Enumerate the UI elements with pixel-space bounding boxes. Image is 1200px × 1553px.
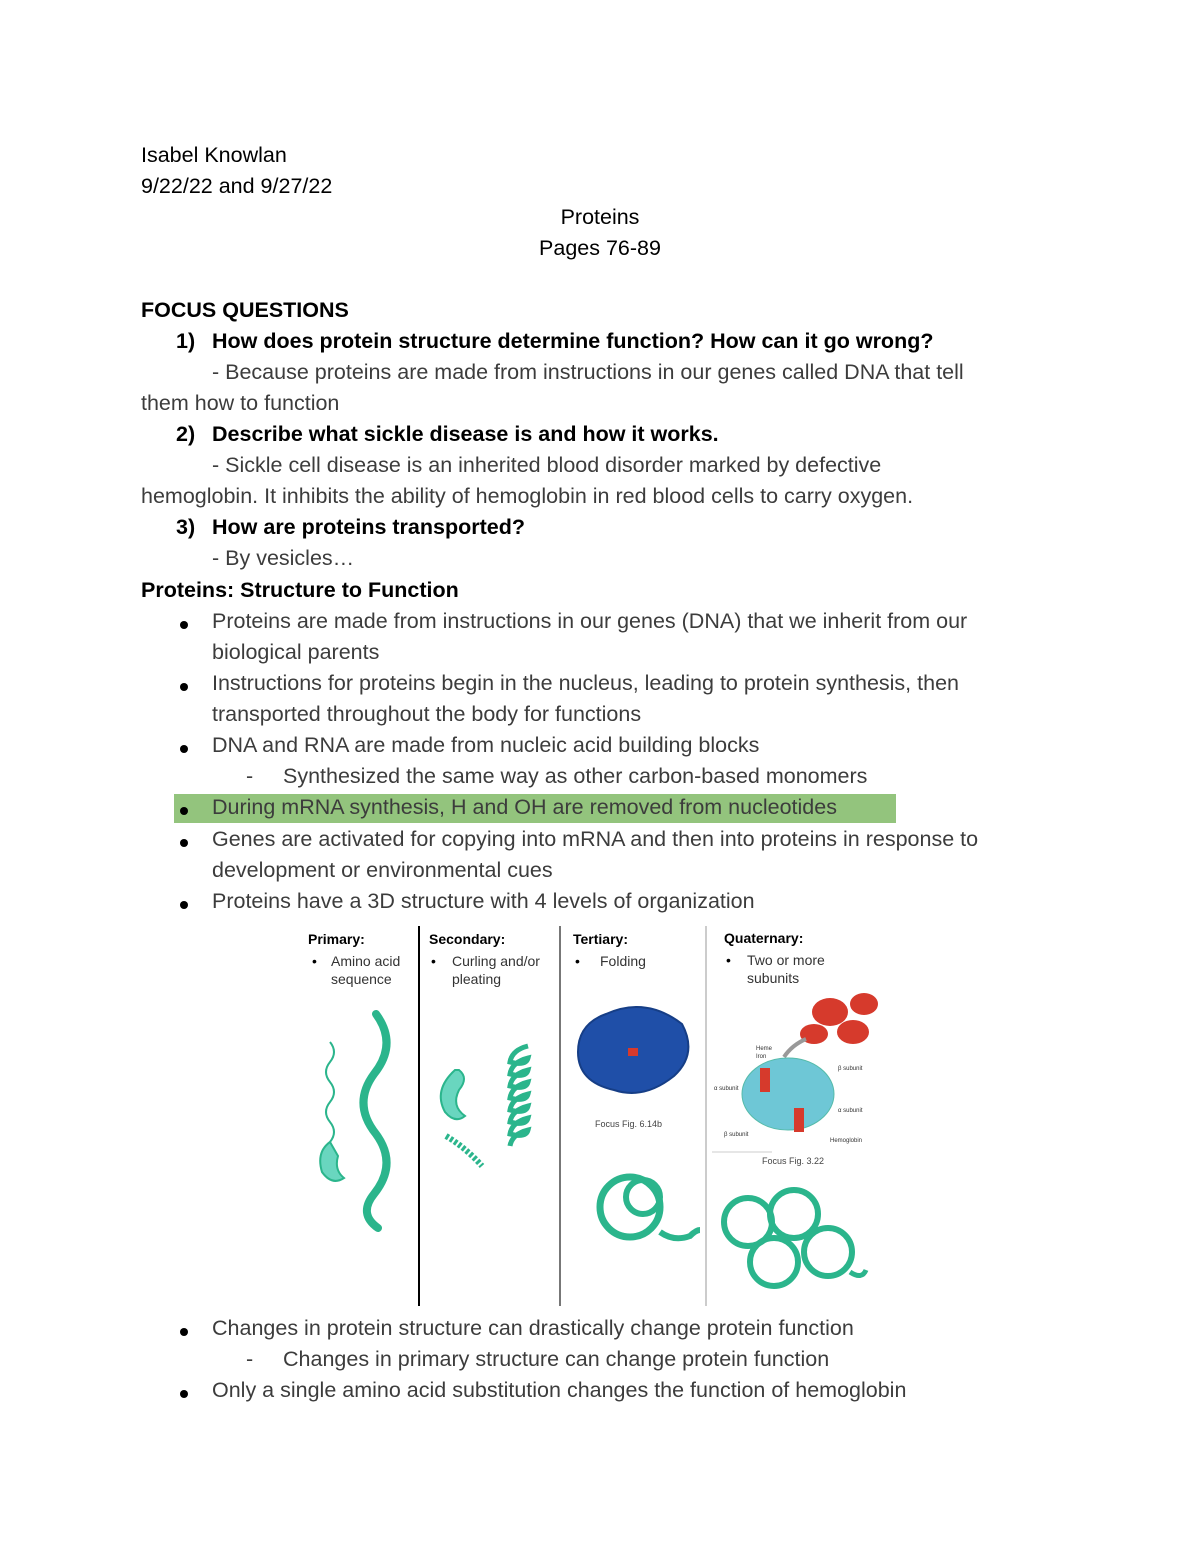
bullet-text: Genes are activated for copying into mRNA and then into proteins in response to	[212, 827, 979, 851]
date: 9/22/22 and 9/27/22	[141, 174, 333, 198]
amino-acid-chain	[326, 1042, 334, 1142]
red-blood-cell	[850, 993, 878, 1015]
bullet-text: Only a single amino acid substitution changes the function of hemoglobin	[212, 1378, 907, 1402]
bullet-icon	[180, 901, 188, 909]
question-text: How does protein structure determine function? How can it go wrong?	[212, 329, 934, 353]
section-heading: Proteins: Structure to Function	[141, 578, 459, 602]
bullet-icon	[180, 1390, 188, 1398]
highlighted-bullet-text: During mRNA synthesis, H and OH are removed from nucleotides	[212, 795, 837, 819]
question-number: 2)	[176, 422, 196, 446]
question-text: Describe what sickle disease is and how it works.	[212, 422, 719, 446]
subunit-tangle	[804, 1228, 852, 1276]
active-site-marker	[628, 1048, 638, 1056]
panel-item: pleating	[452, 971, 502, 987]
protein-structure-figure	[298, 922, 884, 1306]
bullet-text: DNA and RNA are made from nucleic acid building blocks	[212, 733, 760, 757]
alpha-helix	[510, 1046, 528, 1146]
answer-text: - Sickle cell disease is an inherited blood disorder marked by defective	[212, 453, 882, 477]
bullet-icon	[180, 745, 188, 753]
panel-item: Amino acid	[331, 953, 401, 969]
tangle-tail	[660, 1230, 700, 1238]
bullet-icon	[180, 807, 188, 815]
bullet-text: transported throughout the body for functions	[212, 702, 642, 726]
hemoglobin-label: Heme	[756, 1046, 773, 1052]
heme-group	[760, 1068, 770, 1092]
panel-title: Quaternary:	[724, 930, 804, 946]
hemoglobin-label: α subunit	[714, 1086, 739, 1092]
dash-icon: -	[246, 764, 254, 788]
red-blood-cell	[812, 998, 848, 1026]
dash-icon: -	[246, 1347, 254, 1371]
bullet-text: development or environmental cues	[212, 858, 553, 882]
hemoglobin-label: Hemoglobin	[830, 1138, 863, 1144]
bullet-text: Proteins are made from instructions in our genes (DNA) that we inherit from our	[212, 609, 968, 633]
bullet-text: Proteins have a 3D structure with 4 levels of organization	[212, 889, 755, 913]
hemoglobin-model	[742, 1058, 834, 1130]
panel-item: Two or more	[747, 952, 825, 968]
bullet-dot: •	[726, 952, 731, 968]
hemoglobin-label: Iron	[756, 1054, 767, 1060]
bullet-icon	[180, 839, 188, 847]
panel-title: Primary:	[308, 931, 365, 947]
hemoglobin-label: α subunit	[838, 1108, 863, 1114]
focus-heading: FOCUS QUESTIONS	[141, 298, 349, 322]
panel-item: sequence	[331, 971, 392, 987]
bullet-icon	[180, 621, 188, 629]
arrow-icon	[784, 1039, 806, 1057]
tangle-tail	[850, 1270, 866, 1276]
hemoglobin-label: β subunit	[724, 1132, 749, 1138]
subunit-tangle	[770, 1190, 818, 1238]
heme-group	[794, 1108, 804, 1132]
bullet-icon	[180, 683, 188, 691]
phone-shape-icon	[320, 1142, 344, 1181]
coil-chain	[446, 1136, 482, 1166]
answer-text: - By vesicles…	[212, 546, 355, 570]
bullet-dot: •	[431, 953, 436, 969]
page-title: Proteins	[560, 205, 640, 229]
bullet-text: biological parents	[212, 640, 380, 664]
answer-text: them how to function	[141, 391, 340, 415]
page-range: Pages 76-89	[539, 236, 661, 260]
answer-text: - Because proteins are made from instructions in our genes called DNA that tell	[212, 360, 964, 384]
bullet-dot: •	[312, 953, 317, 969]
question-number: 3)	[176, 515, 196, 539]
subunit-tangle	[750, 1238, 798, 1286]
ribbon-chain	[363, 1014, 386, 1228]
figure-caption: Focus Fig. 3.22	[762, 1156, 825, 1166]
sub-bullet-text: Synthesized the same way as other carbon-based monomers	[283, 764, 868, 788]
answer-text: hemoglobin. It inhibits the ability of hemoglobin in red blood cells to carry oxygen.	[141, 484, 914, 508]
hemoglobin-label: β subunit	[838, 1066, 863, 1072]
author-name: Isabel Knowlan	[141, 143, 287, 167]
bullet-text: Changes in protein structure can drastically change protein function	[212, 1316, 854, 1340]
question-text: How are proteins transported?	[212, 515, 525, 539]
bullet-dot: •	[575, 953, 580, 969]
red-blood-cell	[837, 1020, 869, 1044]
helix-shape-icon	[441, 1070, 465, 1119]
panel-item: Curling and/or	[452, 953, 540, 969]
question-number: 1)	[176, 329, 196, 353]
panel-item: subunits	[747, 970, 800, 986]
sub-bullet-text: Changes in primary structure can change protein function	[283, 1347, 830, 1371]
bullet-icon	[180, 1328, 188, 1336]
bullet-text: Instructions for proteins begin in the nucleus, leading to protein synthesis, then	[212, 671, 959, 695]
panel-title: Tertiary:	[573, 931, 628, 947]
figure-caption: Focus Fig. 6.14b	[595, 1119, 663, 1129]
panel-title: Secondary:	[429, 931, 506, 947]
panel-item: Folding	[600, 953, 646, 969]
